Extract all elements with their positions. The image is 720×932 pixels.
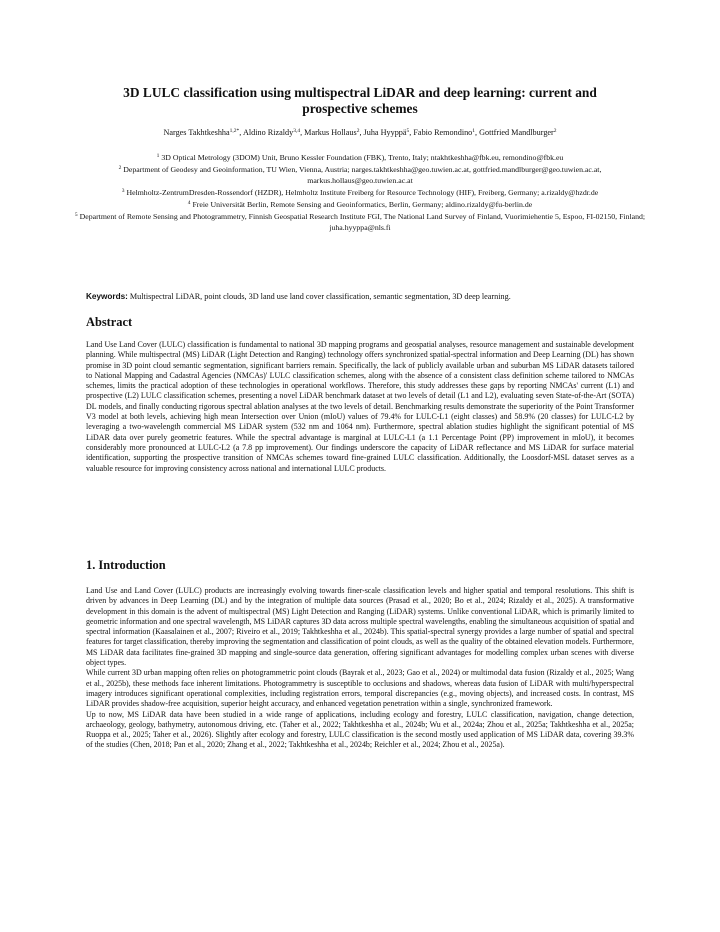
affiliation: $^1$ 3D Optical Metrology (3DOM) Unit, Bruno Kessler Foundation (FBK), Trento, Italy; ntakhtkeshha@fbk.eu, remondino@fbk.eu bbox=[156, 153, 564, 162]
intro-paragraph: Up to now, MS LiDAR data have been studied in a wide range of applications, including ecology and forestry, LULC classification, navigation, change detection, archaeology, geology, bathymetry, autonomous driving, etc. (Taher et al., 2022; Takhtkeshha et al., 2024b; Wu et al., 2024a; Zhou et al., 2025a; Takhtkeshha et al., 2025a; Ruoppa et al., 2025; Taher et al., 2026). Slightly after ecology and forestry, LULC classification is the second mostly used application of MS LiDAR data, covering 39.3% of the studies (Chen, 2018; Pan et al., 2020; Zhang et al., 2022; Takhtkeshha et al., 2024b; Reichler et al., 2024; Zhou et al., 2025a). bbox=[86, 709, 634, 750]
author: Gottfried Mandlburger$^2$ bbox=[479, 128, 557, 137]
affiliation-list bbox=[70, 153, 650, 235]
abstract-paragraph: Land Use Land Cover (LULC) classification is fundamental to national 3D mapping programs and geospatial analyses, resource management and sustainable development planning. While multispectral (MS) LiDAR (Light Detection and Ranging) technology offers synchronized spatial-spectral information and Deep Learning (DL) has shown promise in 3D point cloud semantic segmentation, significant barriers remain. Specifically, the lack of publicly available urban and suburban MS LiDAR datasets tailored to National Mapping and Cadastral Agencies (NMCAs)' LULC classification schemes, along with the absence of a consistent class definition scheme tailored to NMCAs schemes, limits the practical adoption of these technologies in operational workflows. Therefore, this study addresses these gaps by reporting NMCAs' current (L1) and prospective (L2) LULC classification schemes, presenting a novel LiDAR benchmark dataset at two levels of detail (L1 and L2), evaluating seven State-of-the-Art (SOTA) DL models, and finally conducting rigorous spectral ablation analyses at the two levels of detail. Benchmarking results demonstrate the superiority of the Point Transformer V3 model at both levels, achieving high mean Intersection over Union (mIoU) values of 79.4% for LULC-L1 (eight classes) and 58.9% (20 classes) for LULC-L2 by leveraging a two-wavelength commercial MS LiDAR system (532 nm and 1064 nm). Furthermore, spectral ablation studies highlight the significant potential of MS LiDAR data over purely geometric features. While the spectral advantage is marginal at LULC-L1 (a 1.1 Percentage Point (PP) improvement in mIoU), it becomes considerably more pronounced at LULC-L2 (a 7.8 pp improvement). Our findings underscore the capacity of LiDAR reflectance and MS LiDAR for surface material identification, supporting the prospective transition of NMCAs schemes toward fine-grained LULC classification. Additionally, the Loosdorf-MSL dataset serves as a valuable resource for improving consistency across national and international LULC products. bbox=[86, 340, 634, 473]
affiliation: $^5$ Department of Remote Sensing and Photogrammetry, Finnish Geospatial Research Institute FGI, The National Land Survey of Finland, Vuorimiehentie 5, Espoo, FI-02150, Finland; juha.hyyppa@nls.fi bbox=[74, 211, 646, 232]
abstract-heading: Abstract bbox=[86, 315, 133, 329]
keywords-label: Keywords: bbox=[86, 292, 128, 301]
author: Narges Takhtkeshha$^{1,2*}$, bbox=[163, 128, 243, 137]
author: Markus Hollaus$^2$, bbox=[304, 128, 364, 137]
keywords-text: Multispectral LiDAR, point clouds, 3D land use land cover classification, semantic segmentation, 3D deep learning. bbox=[129, 292, 511, 301]
author-list bbox=[60, 127, 660, 138]
affiliation: $^4$ Freie Universität Berlin, Remote Sensing and Geoinformatics, Berlin, Germany; aldino.rizaldy@fu-berlin.de bbox=[187, 199, 533, 209]
affiliation: $^3$ Helmholtz-ZentrumDresden-Rossendorf (HZDR), Helmholtz Institute Freiberg for Resource Technology (HIF), Freiberg, Germany; a.rizaldy@hzdr.de bbox=[121, 187, 599, 197]
paper-title: 3D LULC classification using multispectral LiDAR and deep learning: current and prospective schemes bbox=[123, 85, 597, 116]
keywords bbox=[86, 291, 646, 302]
introduction-body bbox=[86, 586, 634, 751]
author: Fabio Remondino$^1$, bbox=[413, 128, 480, 137]
abstract-body bbox=[86, 340, 634, 474]
author: Juha Hyyppä$^5$, bbox=[363, 128, 414, 137]
intro-paragraph: Land Use and Land Cover (LULC) products are increasingly evolving towards finer-scale classification levels and higher spatial and temporal resolutions. This shift is driven by advances in Deep Learning (DL) and by the integration of multiple data sources (Prasad et al., 2020; Bo et al., 2024; Rizaldy et al., 2025). A transformative development in this domain is the advent of multispectral (MS) Light Detection and Ranging (LiDAR) systems. Unlike conventional LiDAR, which is primarily limited to geometric information and one spectral wavelength, MS LiDAR captures 3D data across multiple spectral wavelengths, enabling the simultaneous acquisition of spatial and spectral information (Kaasalainen et al., 2007; Riveiro et al., 2019; Takhtkeshha et al., 2024b). This spatial-spectral synergy provides a large number of spatial and spectral features for target classification, thereby improving the segmentation and classification of point clouds, as well as the quality of the obtained elevation models. Furthermore, MS LiDAR data facilitates fine-grained 3D mapping and single-source data generation, offering significant advantages for modelling complex urban scenes with diverse object types. bbox=[86, 586, 634, 668]
affiliation: $^2$ Department of Geodesy and Geoinformation, TU Wien, Vienna, Austria; narges.takhtkeshha@geo.tuwien.ac.at, gottfried.mandlburger@geo.tuwien.ac.at, markus.hollaus@geo.tuwien.ac.at bbox=[118, 164, 602, 185]
author: Aldino Rizaldy$^{3,4}$, bbox=[242, 128, 305, 137]
introduction-heading: 1. Introduction bbox=[86, 558, 166, 572]
intro-paragraph: While current 3D urban mapping often relies on photogrammetric point clouds (Bayrak et al., 2023; Gao et al., 2024) or multimodal data fusion (Rizaldy et al., 2025; Wang et al., 2025b), these methods face inherent limitations. Photogrammetry is susceptible to occlusions and shadows, whereas data fusion of LiDAR with multi/hyperspectral imagery introduces significant operational complexities, including registration errors, temporal discrepancies (e.g., moving objects), and increased costs. In contrast, MS LiDAR provides shadow-free acquisition, superior height accuracy, and enhanced vegetation penetration within a single, synchronized framework. bbox=[86, 668, 634, 709]
